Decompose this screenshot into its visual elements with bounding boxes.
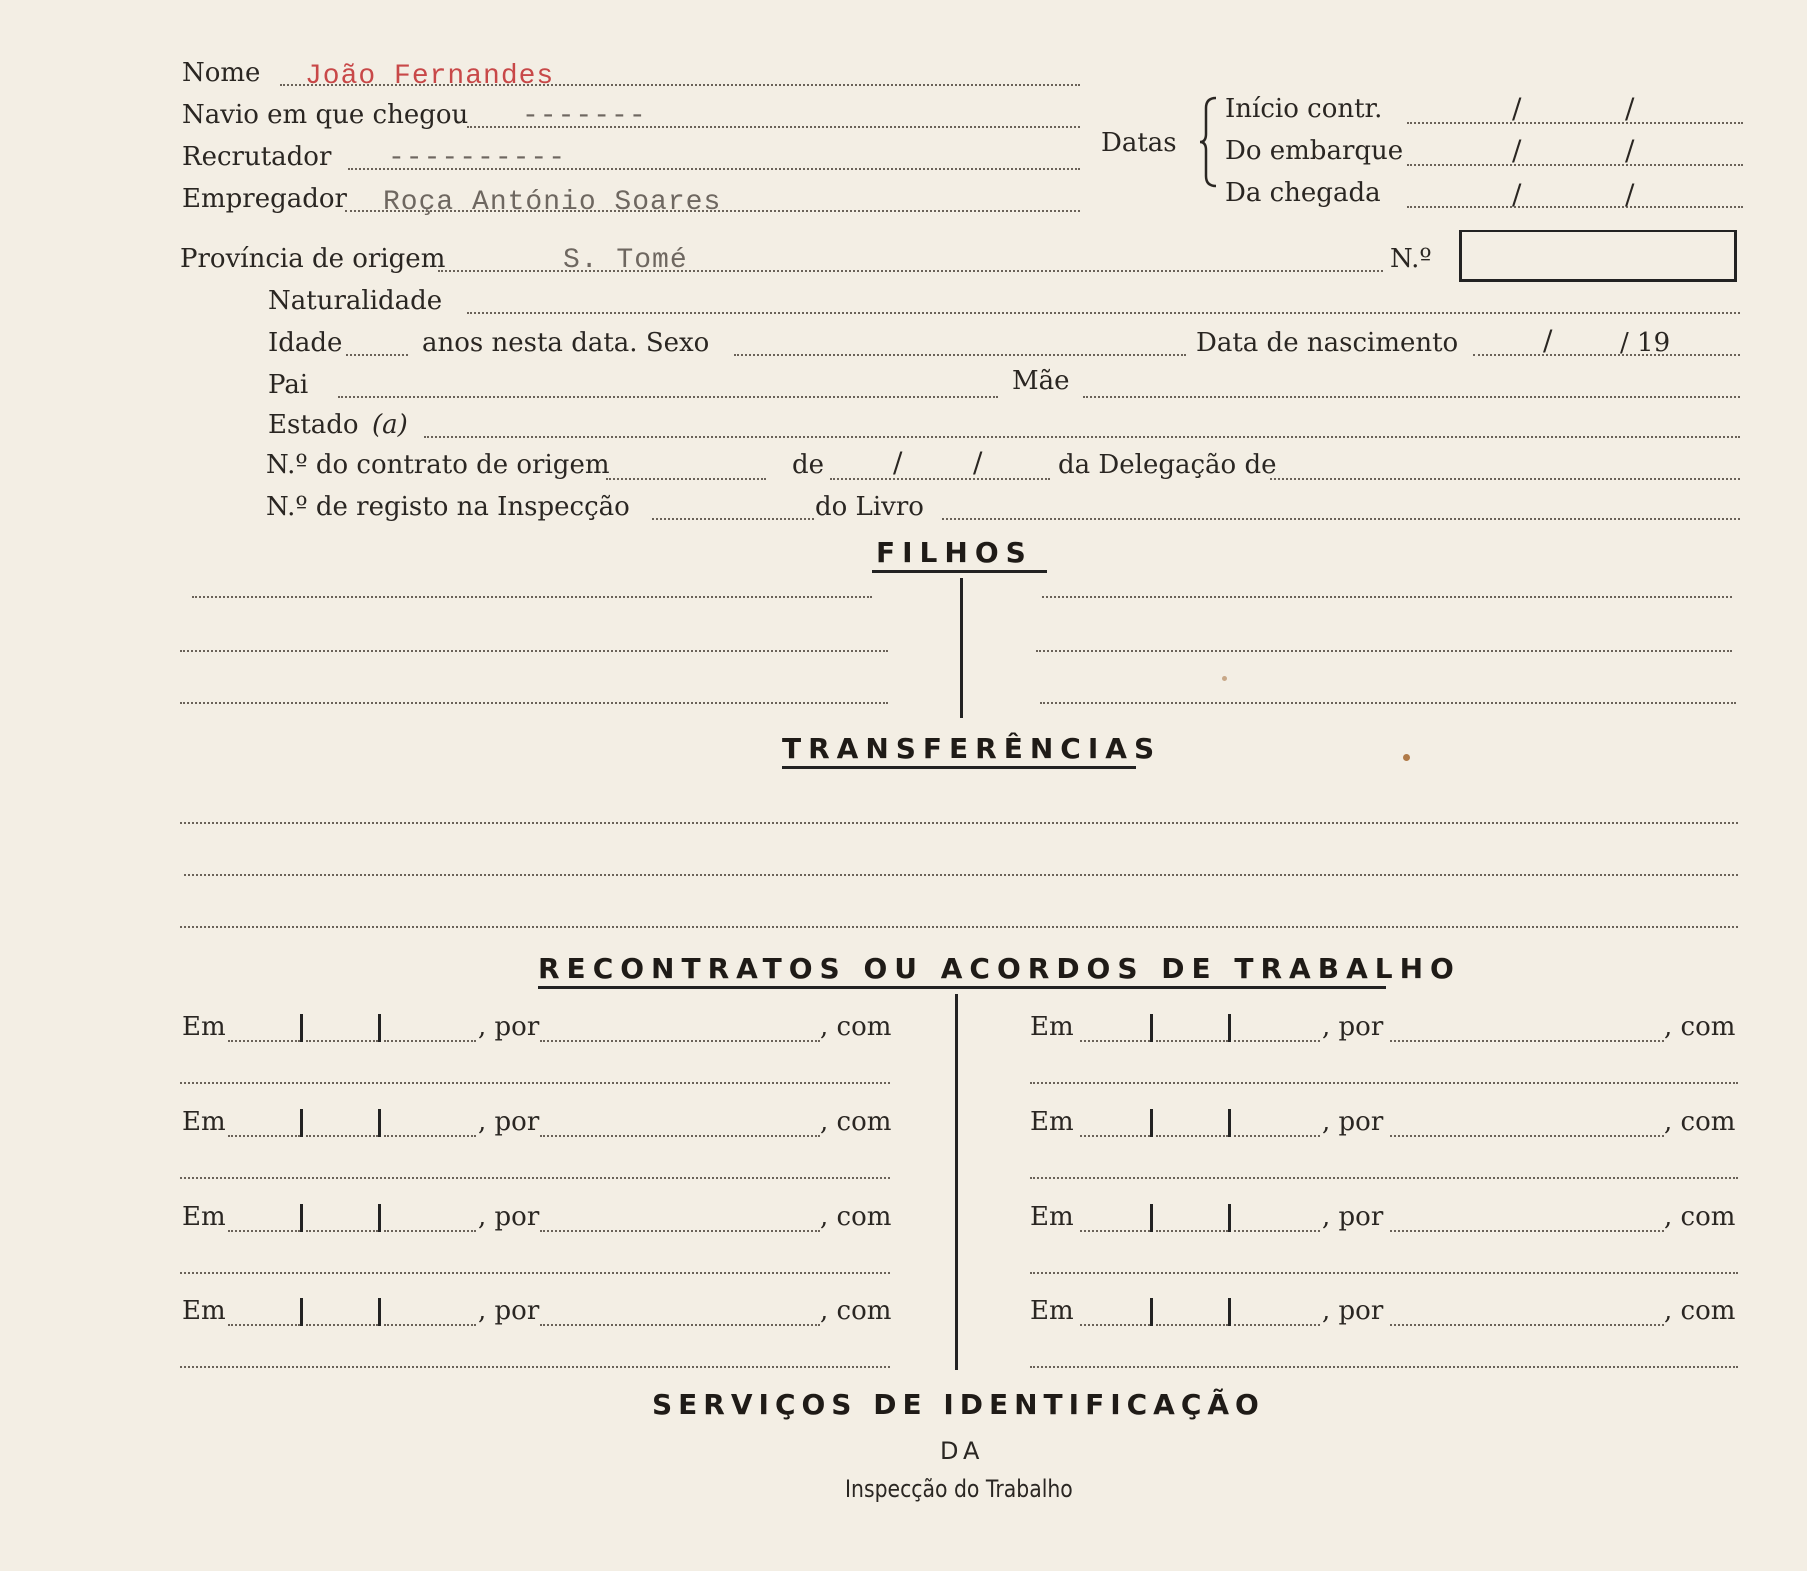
filhos-line[interactable] [1042,596,1732,598]
pai-label: Pai [268,370,309,400]
recrutador-label: Recrutador [182,142,332,172]
idade-field[interactable] [346,354,408,356]
com-label: , com [820,1202,892,1232]
filhos-heading: FILHOS [876,536,1033,569]
contrato-field[interactable] [606,478,766,480]
datas-brace-icon [1198,96,1220,188]
estado-note: (a) [372,410,408,440]
recrutador-value: ---------- [388,143,567,174]
identification-card: Nome João Fernandes Navio em que chegou ------- Recrutador ---------- Empregador Roça António Soares Datas Início contr. / / Do embarque / / Da chegada / / Província de origem S. Tomé N.º Naturalidade Idade anos nesta data. Sexo Data de nascimento / / 19 Pai Mãe Estado (a) N.º do contrato de origem de / / da Delegação de N.º de registo na Inspecção do Livro FILHOS TRANSFERÊNCIAS RECONTRATOS OU ACORDOS DE TRABALHO Em , por , com Em , por , com Em , por , com Em , por , com Em , por , com Em , por , com Em , por , com Em , por , com SERVIÇOS DE IDENTIFICAÇÃO DA Inspecção do Trabalho [0,0,1807,1571]
filhos-line[interactable] [180,650,888,652]
em-year-field[interactable] [384,1040,476,1042]
transferencias-line[interactable] [184,874,1738,876]
filhos-divider [960,578,963,718]
date-separator [1150,1014,1153,1042]
em-label: Em [182,1202,226,1232]
em-day-field[interactable] [1080,1324,1150,1326]
transferencias-underline [782,766,1136,769]
contrato-date-field[interactable] [830,478,1050,480]
nome-label: Nome [182,58,261,88]
nascimento-field[interactable] [1473,354,1740,356]
embarque-field[interactable] [1407,164,1743,166]
em-month-field[interactable] [306,1324,378,1326]
estado-field[interactable] [424,436,1740,438]
date-separator [300,1109,303,1137]
com-label: , com [820,1296,892,1326]
numero-label: N.º [1390,244,1432,274]
mae-label: Mãe [1012,366,1070,396]
em-label: Em [1030,1012,1074,1042]
com-label: , com [1664,1012,1736,1042]
date-separator [378,1109,381,1137]
livro-label: do Livro [815,492,924,522]
em-year-field[interactable] [1234,1040,1320,1042]
chegada-field[interactable] [1407,206,1743,208]
com-label: , com [1664,1107,1736,1137]
com-label: , com [1664,1296,1736,1326]
em-year-field[interactable] [384,1324,476,1326]
inicio-contr-field[interactable] [1407,122,1743,124]
footer-inspeccao: Inspecção do Trabalho [845,1475,1073,1503]
mae-field[interactable] [1083,396,1740,398]
em-year-field[interactable] [384,1230,476,1232]
filhos-line[interactable] [1040,702,1736,704]
por-label: , por [1322,1012,1384,1042]
date-separator [300,1298,303,1326]
por-label: , por [478,1202,540,1232]
em-day-field[interactable] [228,1324,300,1326]
com-label: , com [820,1107,892,1137]
delegacao-label: da Delegação de [1058,450,1277,480]
por-field[interactable] [540,1135,820,1137]
com-label: , com [1664,1202,1736,1232]
idade-label: Idade [268,328,343,358]
empregador-value: Roça António Soares [383,187,722,218]
em-label: Em [1030,1202,1074,1232]
date-separator [1150,1109,1153,1137]
em-day-field[interactable] [228,1040,300,1042]
date-separator [1228,1109,1231,1137]
em-year-field[interactable] [1234,1135,1320,1137]
date-separator [1228,1204,1231,1232]
naturalidade-label: Naturalidade [268,286,443,316]
date-separator [300,1014,303,1042]
por-field[interactable] [540,1324,820,1326]
sexo-field[interactable] [734,354,1186,356]
date-separator [300,1204,303,1232]
com-field-line[interactable] [180,1082,890,1084]
recontratos-heading: RECONTRATOS OU ACORDOS DE TRABALHO [538,952,1461,985]
em-month-field[interactable] [306,1135,378,1137]
delegacao-field[interactable] [1270,478,1740,480]
por-field[interactable] [1390,1324,1664,1326]
provincia-value: S. Tomé [563,245,688,276]
provincia-label: Província de origem [180,244,446,274]
por-field[interactable] [540,1230,820,1232]
datas-label: Datas [1101,128,1177,158]
em-year-field[interactable] [1234,1324,1320,1326]
date-separator [1228,1014,1231,1042]
chegada-label: Da chegada [1225,178,1381,208]
em-month-field[interactable] [1156,1135,1228,1137]
por-label: , por [1322,1296,1384,1326]
em-day-field[interactable] [1080,1230,1150,1232]
footer-title: SERVIÇOS DE IDENTIFICAÇÃO [652,1388,1265,1421]
date-separator [1150,1298,1153,1326]
por-field[interactable] [1390,1135,1664,1137]
com-field-line[interactable] [1030,1177,1738,1179]
transferencias-heading: TRANSFERÊNCIAS [782,732,1162,765]
por-label: , por [478,1107,540,1137]
de-label: de [792,450,825,480]
por-label: , por [478,1012,540,1042]
recontratos-divider [955,994,958,1370]
em-day-field[interactable] [228,1230,300,1232]
paper-speck [1222,676,1227,681]
nome-value: João Fernandes [305,61,555,92]
com-field-line[interactable] [180,1272,890,1274]
estado-label: Estado [268,410,359,440]
por-label: , por [1322,1107,1384,1137]
transferencias-line[interactable] [180,926,1738,928]
em-label: Em [182,1107,226,1137]
inicio-contr-label: Início contr. [1225,94,1383,124]
em-month-field[interactable] [1156,1040,1228,1042]
pai-field[interactable] [338,396,998,398]
date-separator [1228,1298,1231,1326]
com-field-line[interactable] [1030,1082,1738,1084]
registo-label: N.º de registo na Inspecção [266,492,630,522]
transferencias-line[interactable] [180,822,1738,824]
filhos-underline [872,570,1047,573]
navio-label: Navio em que chegou [182,100,469,130]
naturalidade-field-line[interactable] [467,312,1740,314]
em-month-field[interactable] [306,1230,378,1232]
navio-value: ------- [522,101,647,132]
em-year-field[interactable] [384,1135,476,1137]
date-separator [1150,1204,1153,1232]
em-month-field[interactable] [306,1040,378,1042]
por-field[interactable] [540,1040,820,1042]
em-label: Em [182,1296,226,1326]
filhos-line[interactable] [180,702,888,704]
em-label: Em [182,1012,226,1042]
em-day-field[interactable] [1080,1040,1150,1042]
registo-field[interactable] [652,518,814,520]
por-field[interactable] [1390,1230,1664,1232]
em-day-field[interactable] [1080,1135,1150,1137]
date-separator [378,1014,381,1042]
nascimento-year: / 19 [1620,328,1671,358]
com-field-line[interactable] [1030,1366,1738,1368]
filhos-line[interactable] [192,596,872,598]
por-label: , por [1322,1202,1384,1232]
empregador-label: Empregador [182,184,347,214]
filhos-line[interactable] [1036,650,1732,652]
em-label: Em [1030,1107,1074,1137]
em-month-field[interactable] [1156,1324,1228,1326]
numero-box[interactable] [1459,230,1737,282]
em-day-field[interactable] [228,1135,300,1137]
contrato-label: N.º do contrato de origem [266,450,610,480]
com-field-line[interactable] [180,1177,890,1179]
footer-da: DA [940,1437,985,1465]
nascimento-label: Data de nascimento [1196,328,1459,358]
paper-speck [1403,754,1410,761]
em-month-field[interactable] [1156,1230,1228,1232]
com-label: , com [820,1012,892,1042]
por-label: , por [478,1296,540,1326]
livro-field[interactable] [942,518,1740,520]
em-label: Em [1030,1296,1074,1326]
date-separator [378,1204,381,1232]
date-separator [378,1298,381,1326]
recontratos-underline [538,986,1386,989]
com-field-line[interactable] [180,1366,890,1368]
por-field[interactable] [1390,1040,1664,1042]
embarque-label: Do embarque [1225,136,1404,166]
com-field-line[interactable] [1030,1272,1738,1274]
em-year-field[interactable] [1234,1230,1320,1232]
anos-sexo-label: anos nesta data. Sexo [422,328,710,358]
